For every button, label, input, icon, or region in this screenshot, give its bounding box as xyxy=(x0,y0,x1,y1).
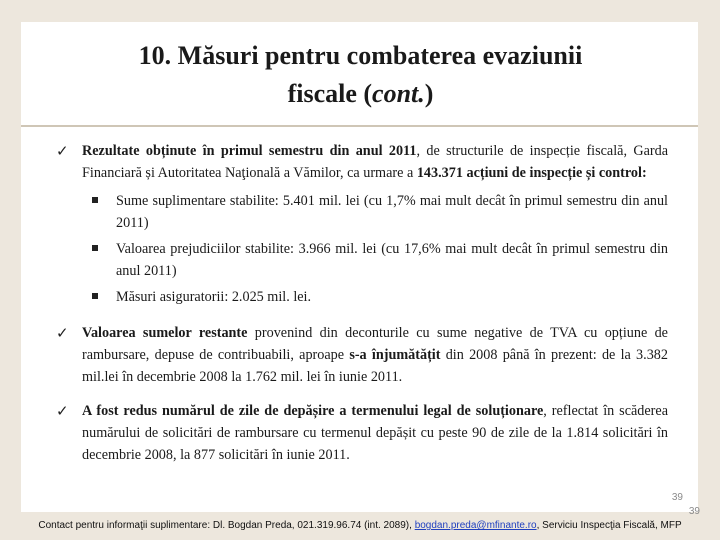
title-line-2-end: ) xyxy=(424,79,434,108)
page-number: 39 xyxy=(671,492,683,503)
bullet-results-heading: Rezultate obținute în primul semestru din anul 2011 xyxy=(82,143,417,159)
bullet-vat-text: provenind din deconturile cu sume negative de TVA cu opțiune de rambursare, depuse de contribuabili, aproape xyxy=(82,325,668,363)
square-bullet-icon xyxy=(92,197,98,203)
bullet-results-text: , de structurile de inspecție fiscală, Garda Financiară și Autoritatea Naţională a Vămilor, ca urmare a xyxy=(82,143,669,181)
footer-email-link[interactable]: bogdan.preda@mfinante.ro xyxy=(414,520,537,531)
footer-contact xyxy=(0,520,720,531)
list-item xyxy=(56,238,668,282)
page-title xyxy=(22,37,699,113)
bullet-results-emphasis: 143.371 acțiuni de inspecție și control: xyxy=(416,165,647,181)
title-line-1: 10. Măsuri pentru combaterea evaziunii xyxy=(138,41,583,70)
bullet-vat-heading: Valoarea sumelor restante xyxy=(82,325,248,341)
checkmark-icon: ✓ xyxy=(56,142,69,160)
subitem-text: Valoarea prejudiciilor stabilite: 3.966 mil. lei (cu 17,6% mai mult decât în primul semestru din anul 2011) xyxy=(116,241,668,279)
list-item xyxy=(56,190,668,234)
bullet-overdue-days xyxy=(56,400,668,466)
bullet-vat-arrears xyxy=(56,322,668,388)
footer-prefix: Contact pentru informaţii suplimentare: Dl. Bogdan Preda, 021.319.96.74 (int. 2089), xyxy=(38,520,415,531)
bullet-overdue-text: , reflectat în scăderea numărului de solicitări de rambursare cu termenul depășit cu peste 90 de zile de la 1.814 solicitări în decembrie 2008, la 877 solicitări în iunie 2011. xyxy=(82,403,668,463)
square-bullet-icon xyxy=(92,293,98,299)
subitem-text: Sume suplimentare stabilite: 5.401 mil. lei (cu 1,7% mai mult decât în primul semestru din anul 2011) xyxy=(116,193,668,231)
title-line-2 xyxy=(22,75,699,113)
bullet-vat-emphasis: s-a înjumătățit xyxy=(349,347,441,363)
results-sublist xyxy=(56,190,668,308)
subitem-text: Măsuri asiguratorii: 2.025 mil. lei. xyxy=(116,289,312,305)
bullet-results xyxy=(56,140,668,184)
checkmark-icon: ✓ xyxy=(56,402,69,420)
page-number-repeat: 39 xyxy=(688,506,700,517)
title-divider xyxy=(21,125,698,127)
bullet-vat-text-end: din 2008 până în prezent: de la 3.382 mil.lei în decembrie 2008 la 1.762 mil. lei în iunie 2011. xyxy=(82,347,668,385)
checkmark-icon: ✓ xyxy=(56,324,69,342)
bullet-overdue-heading: A fost redus numărul de zile de depășire a termenului legal de soluționare xyxy=(82,403,544,419)
footer-suffix: , Serviciu Inspecţia Fiscală, MFP xyxy=(536,520,682,531)
square-bullet-icon xyxy=(92,245,98,251)
list-item xyxy=(56,286,668,308)
content-body xyxy=(56,140,668,466)
title-line-2-text: fiscale ( xyxy=(287,79,373,108)
title-line-2-italic: cont. xyxy=(372,79,425,108)
